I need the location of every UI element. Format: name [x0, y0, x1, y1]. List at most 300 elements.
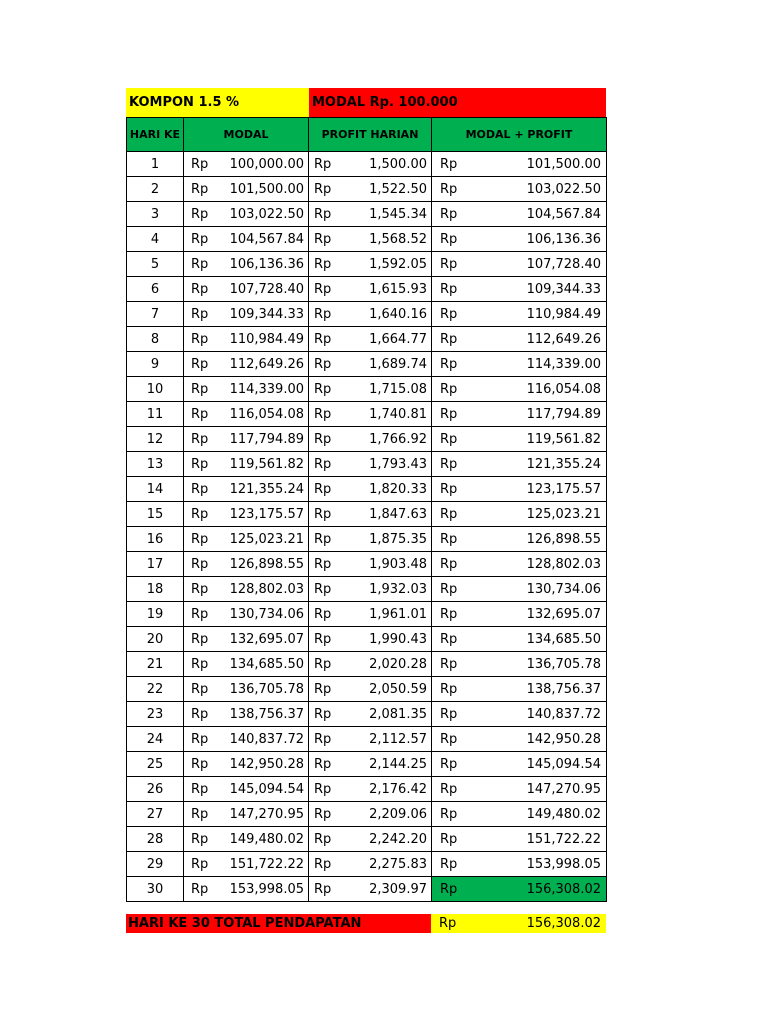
total-value: 153,998.05	[526, 856, 601, 872]
profit-cell[interactable]	[309, 252, 432, 277]
profit-cell[interactable]	[309, 502, 432, 527]
footer-value: 156,308.02	[526, 916, 601, 931]
currency-label: Rp	[191, 756, 209, 772]
currency-label: Rp	[440, 481, 458, 497]
total-cell[interactable]	[432, 477, 607, 502]
table-row	[127, 527, 607, 552]
table-row	[127, 852, 607, 877]
currency-label: Rp	[314, 506, 332, 522]
modal-cell[interactable]	[184, 627, 309, 652]
day-cell[interactable]: 15	[127, 502, 184, 527]
modal-cell[interactable]	[184, 552, 309, 577]
currency-label: Rp	[314, 656, 332, 672]
modal-value: 138,756.37	[229, 706, 304, 722]
total-value: 112,649.26	[526, 331, 601, 347]
modal-cell[interactable]	[184, 502, 309, 527]
profit-cell[interactable]	[309, 777, 432, 802]
modal-cell[interactable]	[184, 777, 309, 802]
table-row	[127, 352, 607, 377]
total-cell[interactable]	[432, 752, 607, 777]
modal-cell[interactable]	[184, 702, 309, 727]
total-cell[interactable]	[432, 877, 607, 902]
currency-label: Rp	[191, 631, 209, 647]
currency-label: Rp	[314, 406, 332, 422]
currency-label: Rp	[191, 806, 209, 822]
day-cell[interactable]: 11	[127, 402, 184, 427]
currency-label: Rp	[440, 281, 458, 297]
currency-label: Rp	[191, 856, 209, 872]
total-value: 130,734.06	[526, 581, 601, 597]
modal-cell[interactable]	[184, 752, 309, 777]
currency-label: Rp	[440, 356, 458, 372]
modal-cell[interactable]	[184, 377, 309, 402]
modal-value: 104,567.84	[229, 231, 304, 247]
currency-label: Rp	[314, 456, 332, 472]
total-cell[interactable]	[432, 252, 607, 277]
modal-cell[interactable]	[184, 302, 309, 327]
total-cell[interactable]	[432, 352, 607, 377]
total-value: 123,175.57	[526, 481, 601, 497]
table-row	[127, 277, 607, 302]
footer-row	[126, 914, 606, 933]
total-value: 107,728.40	[526, 256, 601, 272]
modal-value: 114,339.00	[229, 381, 304, 397]
currency-label: Rp	[191, 206, 209, 222]
table-row	[127, 552, 607, 577]
day-cell[interactable]: 30	[127, 877, 184, 902]
total-value: 136,705.78	[526, 656, 601, 672]
currency-label: Rp	[314, 381, 332, 397]
table-row	[127, 177, 607, 202]
day-cell[interactable]: 23	[127, 702, 184, 727]
total-cell[interactable]	[432, 827, 607, 852]
table-row	[127, 202, 607, 227]
profit-cell[interactable]	[309, 802, 432, 827]
day-cell[interactable]: 2	[127, 177, 184, 202]
profit-value: 1,664.77	[369, 331, 427, 347]
profit-value: 1,875.35	[369, 531, 427, 547]
currency-label: Rp	[440, 231, 458, 247]
currency-label: Rp	[440, 806, 458, 822]
total-value: 121,355.24	[526, 456, 601, 472]
profit-value: 2,050.59	[369, 681, 427, 697]
profit-cell[interactable]	[309, 602, 432, 627]
currency-label: Rp	[191, 156, 209, 172]
profit-value: 2,081.35	[369, 706, 427, 722]
profit-cell[interactable]	[309, 352, 432, 377]
modal-cell[interactable]	[184, 802, 309, 827]
currency-label: Rp	[314, 606, 332, 622]
day-cell[interactable]: 13	[127, 452, 184, 477]
day-cell[interactable]: 16	[127, 527, 184, 552]
currency-label: Rp	[440, 731, 458, 747]
profit-cell[interactable]	[309, 552, 432, 577]
total-value: 110,984.49	[526, 306, 601, 322]
total-cell[interactable]	[432, 152, 607, 177]
profit-value: 1,990.43	[369, 631, 427, 647]
modal-cell[interactable]	[184, 452, 309, 477]
compound-table	[126, 117, 607, 902]
currency-label: Rp	[314, 806, 332, 822]
modal-cell[interactable]	[184, 527, 309, 552]
table-row	[127, 777, 607, 802]
table-row	[127, 677, 607, 702]
table-header-row	[127, 118, 607, 152]
currency-label: Rp	[314, 281, 332, 297]
profit-value: 2,209.06	[369, 806, 427, 822]
day-cell[interactable]: 22	[127, 677, 184, 702]
total-value: 128,802.03	[526, 556, 601, 572]
kompon-title[interactable]: KOMPON 1.5 %	[126, 88, 309, 117]
table-row	[127, 727, 607, 752]
modal-value: 116,054.08	[229, 406, 304, 422]
modal-cell[interactable]	[184, 827, 309, 852]
currency-label: Rp	[191, 681, 209, 697]
profit-value: 2,144.25	[369, 756, 427, 772]
profit-value: 1,615.93	[369, 281, 427, 297]
profit-cell[interactable]	[309, 477, 432, 502]
modal-value: 153,998.05	[229, 881, 304, 897]
currency-label: Rp	[191, 406, 209, 422]
total-cell[interactable]	[432, 452, 607, 477]
header-day[interactable]: HARI KE	[127, 118, 184, 152]
modal-value: 147,270.95	[229, 806, 304, 822]
currency-label: Rp	[440, 431, 458, 447]
total-cell[interactable]	[432, 202, 607, 227]
day-cell[interactable]: 5	[127, 252, 184, 277]
modal-cell[interactable]	[184, 327, 309, 352]
total-cell[interactable]	[432, 777, 607, 802]
day-cell[interactable]: 18	[127, 577, 184, 602]
total-cell[interactable]	[432, 327, 607, 352]
profit-cell[interactable]	[309, 577, 432, 602]
table-row	[127, 402, 607, 427]
currency-label: Rp	[440, 856, 458, 872]
total-cell[interactable]	[432, 302, 607, 327]
modal-value: 103,022.50	[229, 206, 304, 222]
currency-label: Rp	[191, 556, 209, 572]
total-cell[interactable]	[432, 177, 607, 202]
table-row	[127, 477, 607, 502]
currency-label: Rp	[440, 631, 458, 647]
day-cell[interactable]: 9	[127, 352, 184, 377]
table-row	[127, 802, 607, 827]
table-row	[127, 577, 607, 602]
total-value: 101,500.00	[526, 156, 601, 172]
modal-title[interactable]: MODAL Rp. 100.000	[309, 88, 606, 117]
day-cell[interactable]: 24	[127, 727, 184, 752]
modal-cell[interactable]	[184, 277, 309, 302]
total-cell[interactable]	[432, 702, 607, 727]
currency-label: Rp	[314, 481, 332, 497]
currency-label: Rp	[440, 156, 458, 172]
currency-label: Rp	[314, 781, 332, 797]
table-row	[127, 827, 607, 852]
modal-value: 128,802.03	[229, 581, 304, 597]
footer-total-cell[interactable]	[431, 914, 606, 933]
modal-cell[interactable]	[184, 427, 309, 452]
currency-label: Rp	[440, 256, 458, 272]
currency-label: Rp	[314, 256, 332, 272]
profit-value: 1,740.81	[369, 406, 427, 422]
currency-label: Rp	[314, 181, 332, 197]
profit-value: 1,689.74	[369, 356, 427, 372]
total-cell[interactable]	[432, 627, 607, 652]
currency-label: Rp	[440, 331, 458, 347]
total-cell[interactable]	[432, 527, 607, 552]
total-cell[interactable]	[432, 402, 607, 427]
profit-value: 1,592.05	[369, 256, 427, 272]
profit-cell[interactable]	[309, 652, 432, 677]
total-value: 151,722.22	[526, 831, 601, 847]
profit-value: 1,568.52	[369, 231, 427, 247]
day-cell[interactable]: 21	[127, 652, 184, 677]
modal-value: 125,023.21	[229, 531, 304, 547]
total-cell[interactable]	[432, 427, 607, 452]
profit-cell[interactable]	[309, 302, 432, 327]
currency-label: Rp	[440, 706, 458, 722]
day-cell[interactable]: 12	[127, 427, 184, 452]
modal-cell[interactable]	[184, 202, 309, 227]
currency-label: Rp	[191, 506, 209, 522]
modal-value: 136,705.78	[229, 681, 304, 697]
modal-cell[interactable]	[184, 177, 309, 202]
table-row	[127, 152, 607, 177]
currency-label: Rp	[191, 456, 209, 472]
modal-cell[interactable]	[184, 152, 309, 177]
profit-value: 2,112.57	[369, 731, 427, 747]
currency-label: Rp	[191, 481, 209, 497]
currency-label: Rp	[440, 581, 458, 597]
day-cell[interactable]: 10	[127, 377, 184, 402]
total-value: 125,023.21	[526, 506, 601, 522]
modal-value: 130,734.06	[229, 606, 304, 622]
currency-label: Rp	[440, 556, 458, 572]
modal-value: 101,500.00	[229, 181, 304, 197]
profit-value: 2,275.83	[369, 856, 427, 872]
table-row	[127, 377, 607, 402]
currency-label: Rp	[191, 356, 209, 372]
table-row	[127, 452, 607, 477]
currency-label: Rp	[314, 706, 332, 722]
day-cell[interactable]: 7	[127, 302, 184, 327]
modal-cell[interactable]	[184, 252, 309, 277]
day-cell[interactable]: 14	[127, 477, 184, 502]
currency-label: Rp	[191, 381, 209, 397]
day-cell[interactable]: 4	[127, 227, 184, 252]
modal-cell[interactable]	[184, 652, 309, 677]
total-cell[interactable]	[432, 577, 607, 602]
modal-cell[interactable]	[184, 402, 309, 427]
currency-label: Rp	[440, 531, 458, 547]
profit-value: 2,020.28	[369, 656, 427, 672]
table-row	[127, 327, 607, 352]
profit-cell[interactable]	[309, 377, 432, 402]
header-modal[interactable]: MODAL	[184, 118, 309, 152]
header-profit[interactable]: PROFIT HARIAN	[309, 118, 432, 152]
profit-value: 1,545.34	[369, 206, 427, 222]
profit-cell[interactable]	[309, 727, 432, 752]
modal-value: 119,561.82	[229, 456, 304, 472]
modal-cell[interactable]	[184, 852, 309, 877]
profit-value: 1,640.16	[369, 306, 427, 322]
day-cell[interactable]: 8	[127, 327, 184, 352]
modal-value: 132,695.07	[229, 631, 304, 647]
modal-value: 109,344.33	[229, 306, 304, 322]
profit-cell[interactable]	[309, 202, 432, 227]
currency-label: Rp	[440, 406, 458, 422]
total-value: 149,480.02	[526, 806, 601, 822]
profit-cell[interactable]	[309, 452, 432, 477]
footer-label[interactable]: HARI KE 30 TOTAL PENDAPATAN	[126, 914, 431, 933]
profit-cell[interactable]	[309, 527, 432, 552]
currency-label: Rp	[440, 756, 458, 772]
day-cell[interactable]: 17	[127, 552, 184, 577]
currency-label: Rp	[191, 581, 209, 597]
total-value: 119,561.82	[526, 431, 601, 447]
total-cell[interactable]	[432, 727, 607, 752]
day-cell[interactable]: 6	[127, 277, 184, 302]
profit-cell[interactable]	[309, 752, 432, 777]
currency-label: Rp	[191, 531, 209, 547]
profit-cell[interactable]	[309, 227, 432, 252]
modal-cell[interactable]	[184, 477, 309, 502]
currency-label: Rp	[314, 206, 332, 222]
day-cell[interactable]: 26	[127, 777, 184, 802]
currency-label: Rp	[314, 306, 332, 322]
modal-value: 149,480.02	[229, 831, 304, 847]
modal-cell[interactable]	[184, 352, 309, 377]
day-cell[interactable]: 27	[127, 802, 184, 827]
profit-cell[interactable]	[309, 852, 432, 877]
profit-value: 1,932.03	[369, 581, 427, 597]
profit-cell[interactable]	[309, 402, 432, 427]
day-cell[interactable]: 28	[127, 827, 184, 852]
day-cell[interactable]: 1	[127, 152, 184, 177]
day-cell[interactable]: 19	[127, 602, 184, 627]
modal-cell[interactable]	[184, 877, 309, 902]
total-cell[interactable]	[432, 802, 607, 827]
currency-label: Rp	[440, 681, 458, 697]
currency-label: Rp	[191, 181, 209, 197]
total-cell[interactable]	[432, 502, 607, 527]
modal-cell[interactable]	[184, 227, 309, 252]
currency-label: Rp	[314, 556, 332, 572]
day-cell[interactable]: 29	[127, 852, 184, 877]
profit-value: 1,793.43	[369, 456, 427, 472]
modal-value: 121,355.24	[229, 481, 304, 497]
table-body	[127, 152, 607, 902]
total-value: 106,136.36	[526, 231, 601, 247]
total-cell[interactable]	[432, 277, 607, 302]
modal-value: 126,898.55	[229, 556, 304, 572]
day-cell[interactable]: 25	[127, 752, 184, 777]
total-value: 147,270.95	[526, 781, 601, 797]
total-value: 117,794.89	[526, 406, 601, 422]
modal-value: 151,722.22	[229, 856, 304, 872]
modal-value: 145,094.54	[229, 781, 304, 797]
currency-label: Rp	[440, 831, 458, 847]
total-cell[interactable]	[432, 552, 607, 577]
modal-value: 107,728.40	[229, 281, 304, 297]
profit-cell[interactable]	[309, 177, 432, 202]
table-row	[127, 627, 607, 652]
total-cell[interactable]	[432, 602, 607, 627]
modal-cell[interactable]	[184, 577, 309, 602]
profit-cell[interactable]	[309, 677, 432, 702]
header-total[interactable]: MODAL + PROFIT	[432, 118, 607, 152]
currency-label: Rp	[191, 431, 209, 447]
currency-label: Rp	[314, 856, 332, 872]
currency-label: Rp	[440, 206, 458, 222]
profit-cell[interactable]	[309, 152, 432, 177]
currency-label: Rp	[191, 731, 209, 747]
profit-cell[interactable]	[309, 827, 432, 852]
profit-cell[interactable]	[309, 327, 432, 352]
profit-cell[interactable]	[309, 877, 432, 902]
profit-cell[interactable]	[309, 627, 432, 652]
currency-label: Rp	[440, 881, 458, 897]
modal-value: 140,837.72	[229, 731, 304, 747]
total-cell[interactable]	[432, 677, 607, 702]
profit-value: 1,766.92	[369, 431, 427, 447]
total-value: 126,898.55	[526, 531, 601, 547]
table-row	[127, 652, 607, 677]
total-cell[interactable]	[432, 227, 607, 252]
profit-cell[interactable]	[309, 277, 432, 302]
modal-value: 123,175.57	[229, 506, 304, 522]
currency-label: Rp	[440, 456, 458, 472]
profit-cell[interactable]	[309, 702, 432, 727]
currency-label: Rp	[314, 356, 332, 372]
currency-label: Rp	[191, 881, 209, 897]
modal-value: 112,649.26	[229, 356, 304, 372]
table-row	[127, 502, 607, 527]
modal-value: 106,136.36	[229, 256, 304, 272]
day-cell[interactable]: 3	[127, 202, 184, 227]
profit-value: 2,309.97	[369, 881, 427, 897]
currency-label: Rp	[191, 656, 209, 672]
currency-label: Rp	[314, 231, 332, 247]
currency-label: Rp	[440, 606, 458, 622]
modal-value: 100,000.00	[229, 156, 304, 172]
profit-value: 1,500.00	[369, 156, 427, 172]
table-row	[127, 877, 607, 902]
modal-cell[interactable]	[184, 677, 309, 702]
modal-cell[interactable]	[184, 727, 309, 752]
profit-value: 2,242.20	[369, 831, 427, 847]
currency-label: Rp	[314, 431, 332, 447]
currency-label: Rp	[314, 731, 332, 747]
profit-cell[interactable]	[309, 427, 432, 452]
total-value: 138,756.37	[526, 681, 601, 697]
profit-value: 1,847.63	[369, 506, 427, 522]
day-cell[interactable]: 20	[127, 627, 184, 652]
table-row	[127, 602, 607, 627]
modal-value: 134,685.50	[229, 656, 304, 672]
currency-label: Rp	[191, 256, 209, 272]
modal-cell[interactable]	[184, 602, 309, 627]
currency-label: Rp	[440, 506, 458, 522]
total-value: 156,308.02	[526, 881, 601, 897]
currency-label: Rp	[314, 681, 332, 697]
total-cell[interactable]	[432, 377, 607, 402]
total-cell[interactable]	[432, 652, 607, 677]
total-cell[interactable]	[432, 852, 607, 877]
currency-label: Rp	[314, 831, 332, 847]
profit-value: 1,961.01	[369, 606, 427, 622]
currency-label: Rp	[314, 756, 332, 772]
